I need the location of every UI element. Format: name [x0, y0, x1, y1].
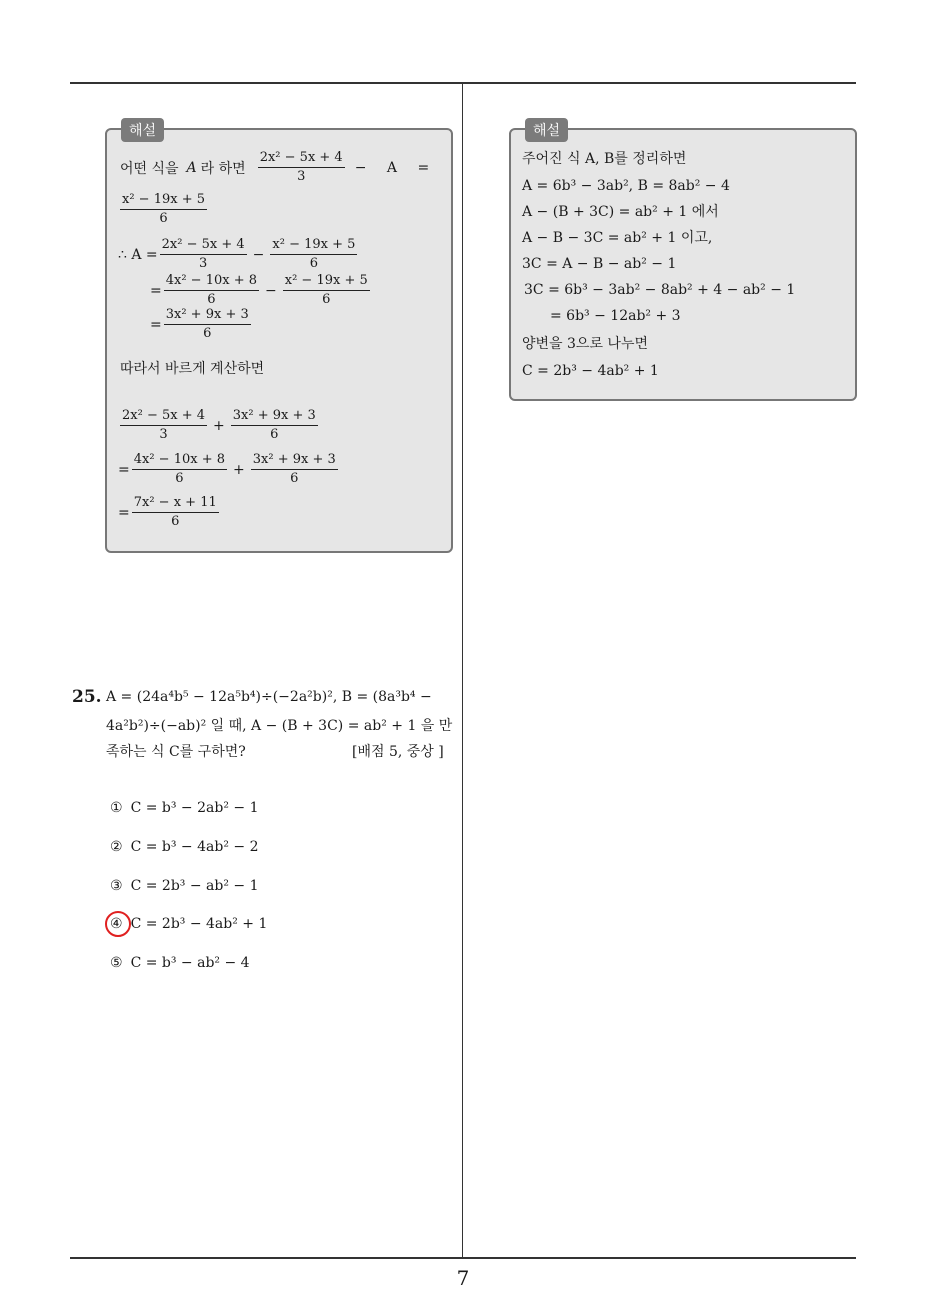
- right-line-3: A − (B + 3C) = ab² + 1 에서: [522, 204, 719, 220]
- fraction-7b: $\frac{\text{3x² + 9x + 3}}{6}$: [252, 452, 336, 486]
- choice-number: ③: [110, 878, 123, 894]
- right-line-4: A − B − 3C = ab² + 1 이고,: [522, 230, 713, 246]
- right-line-6: 3C = 6b³ − 3ab² − 8ab² + 4 − ab² − 1: [524, 282, 796, 298]
- fraction-7a: $\frac{\text{4x² − 10x + 8}}{6}$: [133, 452, 226, 486]
- fraction-8: $\frac{\text{7x² − x + 11}}{6}$: [133, 495, 217, 529]
- choice-text: C = 2b³ − 4ab² + 1: [130, 916, 268, 932]
- right-line-7: = 6b³ − 12ab² + 3: [550, 308, 681, 324]
- intro-text2: 라 하면: [200, 160, 246, 177]
- right-line-9: C = 2b³ − 4ab² + 1: [522, 363, 659, 379]
- column-divider: [462, 84, 463, 1259]
- fraction-6a: $\frac{\text{2x² − 5x + 4}}{3}$: [122, 408, 206, 442]
- fraction-1: $\frac{\text{2x² − 5x + 4}}{3}$: [259, 150, 343, 184]
- fraction-5: $\frac{\text{3x² + 9x + 3}}{6}$: [165, 307, 249, 341]
- minus-a-equals: − A =: [354, 159, 438, 176]
- conclusion-text: 따라서 바르게 계산하면: [120, 361, 265, 377]
- question-number: 25.: [72, 687, 102, 707]
- solution-row-4: = $\frac{\text{4x² − 10x + 8}}{6}$ − $\frac{\text{x² − 19x + 5}}{6}$: [150, 273, 368, 307]
- solution-row-6: $\frac{\text{2x² − 5x + 4}}{3}$ + $\frac{\text{3x² + 9x + 3}}{6}$: [122, 408, 316, 442]
- top-rule: [70, 82, 856, 84]
- question-points: [배점 5, 중상 ]: [352, 744, 444, 760]
- choice-number: ①: [110, 800, 123, 816]
- solution-row-7: = $\frac{\text{4x² − 10x + 8}}{6}$ + $\frac{\text{3x² + 9x + 3}}{6}$: [118, 452, 336, 486]
- choice-text: C = b³ − 4ab² − 2: [130, 839, 259, 855]
- question-line-2: 4a²b²)÷(−ab)² 일 때, A − (B + 3C) = ab² + 1 을 만: [106, 718, 453, 734]
- right-line-8: 양변을 3으로 나누면: [522, 336, 648, 352]
- solution-tag-right: 해설: [525, 118, 568, 142]
- fraction-4b: $\frac{\text{x² − 19x + 5}}{6}$: [284, 273, 368, 307]
- choice-1[interactable]: [110, 800, 258, 816]
- right-line-2: A = 6b³ − 3ab², B = 8ab² − 4: [522, 178, 730, 194]
- fraction-3b: $\frac{\text{x² − 19x + 5}}{6}$: [272, 237, 356, 271]
- intro-text: 어떤 식을: [120, 160, 179, 177]
- question-line-3: 족하는 식 C를 구하면?: [106, 744, 246, 760]
- choice-text: C = 2b³ − ab² − 1: [130, 878, 259, 894]
- solution-row-2: [118, 192, 209, 227]
- bottom-rule: [70, 1257, 856, 1259]
- choice-number: ④: [110, 916, 123, 932]
- choice-2[interactable]: [110, 839, 258, 855]
- intro-var: A: [186, 159, 197, 176]
- fraction-6b: $\frac{\text{3x² + 9x + 3}}{6}$: [232, 408, 316, 442]
- choice-4[interactable]: [110, 916, 267, 932]
- fraction-3a: $\frac{\text{2x² − 5x + 4}}{3}$: [161, 237, 245, 271]
- question-line-1: A = (24a⁴b⁵ − 12a⁵b⁴)÷(−2a²b)², B = (8a³b⁴ −: [106, 689, 432, 705]
- choice-text: C = b³ − ab² − 4: [130, 955, 250, 971]
- answer-mark-circle: [105, 911, 131, 937]
- solution-row-therefore: ∴ A = $\frac{\text{2x² − 5x + 4}}{3}$ − $\frac{\text{x² − 19x + 5}}{6}$: [118, 237, 356, 271]
- right-line-5: 3C = A − B − ab² − 1: [522, 256, 677, 272]
- solution-row-8: = $\frac{\text{7x² − x + 11}}{6}$: [118, 495, 217, 529]
- fraction-2: $\frac{\text{x² − 19x + 5}}{6}$: [122, 192, 206, 226]
- choice-5[interactable]: [110, 955, 250, 971]
- solution-intro-row: [120, 150, 437, 185]
- therefore-a: ∴ A =: [118, 246, 158, 263]
- right-line-1: 주어진 식 A, B를 정리하면: [522, 151, 687, 167]
- fraction-4a: $\frac{\text{4x² − 10x + 8}}{6}$: [165, 273, 258, 307]
- choice-text: C = b³ − 2ab² − 1: [130, 800, 259, 816]
- solution-row-5: = $\frac{\text{3x² + 9x + 3}}{6}$: [150, 307, 249, 341]
- solution-tag: 해설: [121, 118, 164, 142]
- choice-number: ②: [110, 839, 123, 855]
- page-number: 7: [456, 1266, 470, 1290]
- choice-3[interactable]: [110, 878, 258, 894]
- choice-number: ⑤: [110, 955, 123, 971]
